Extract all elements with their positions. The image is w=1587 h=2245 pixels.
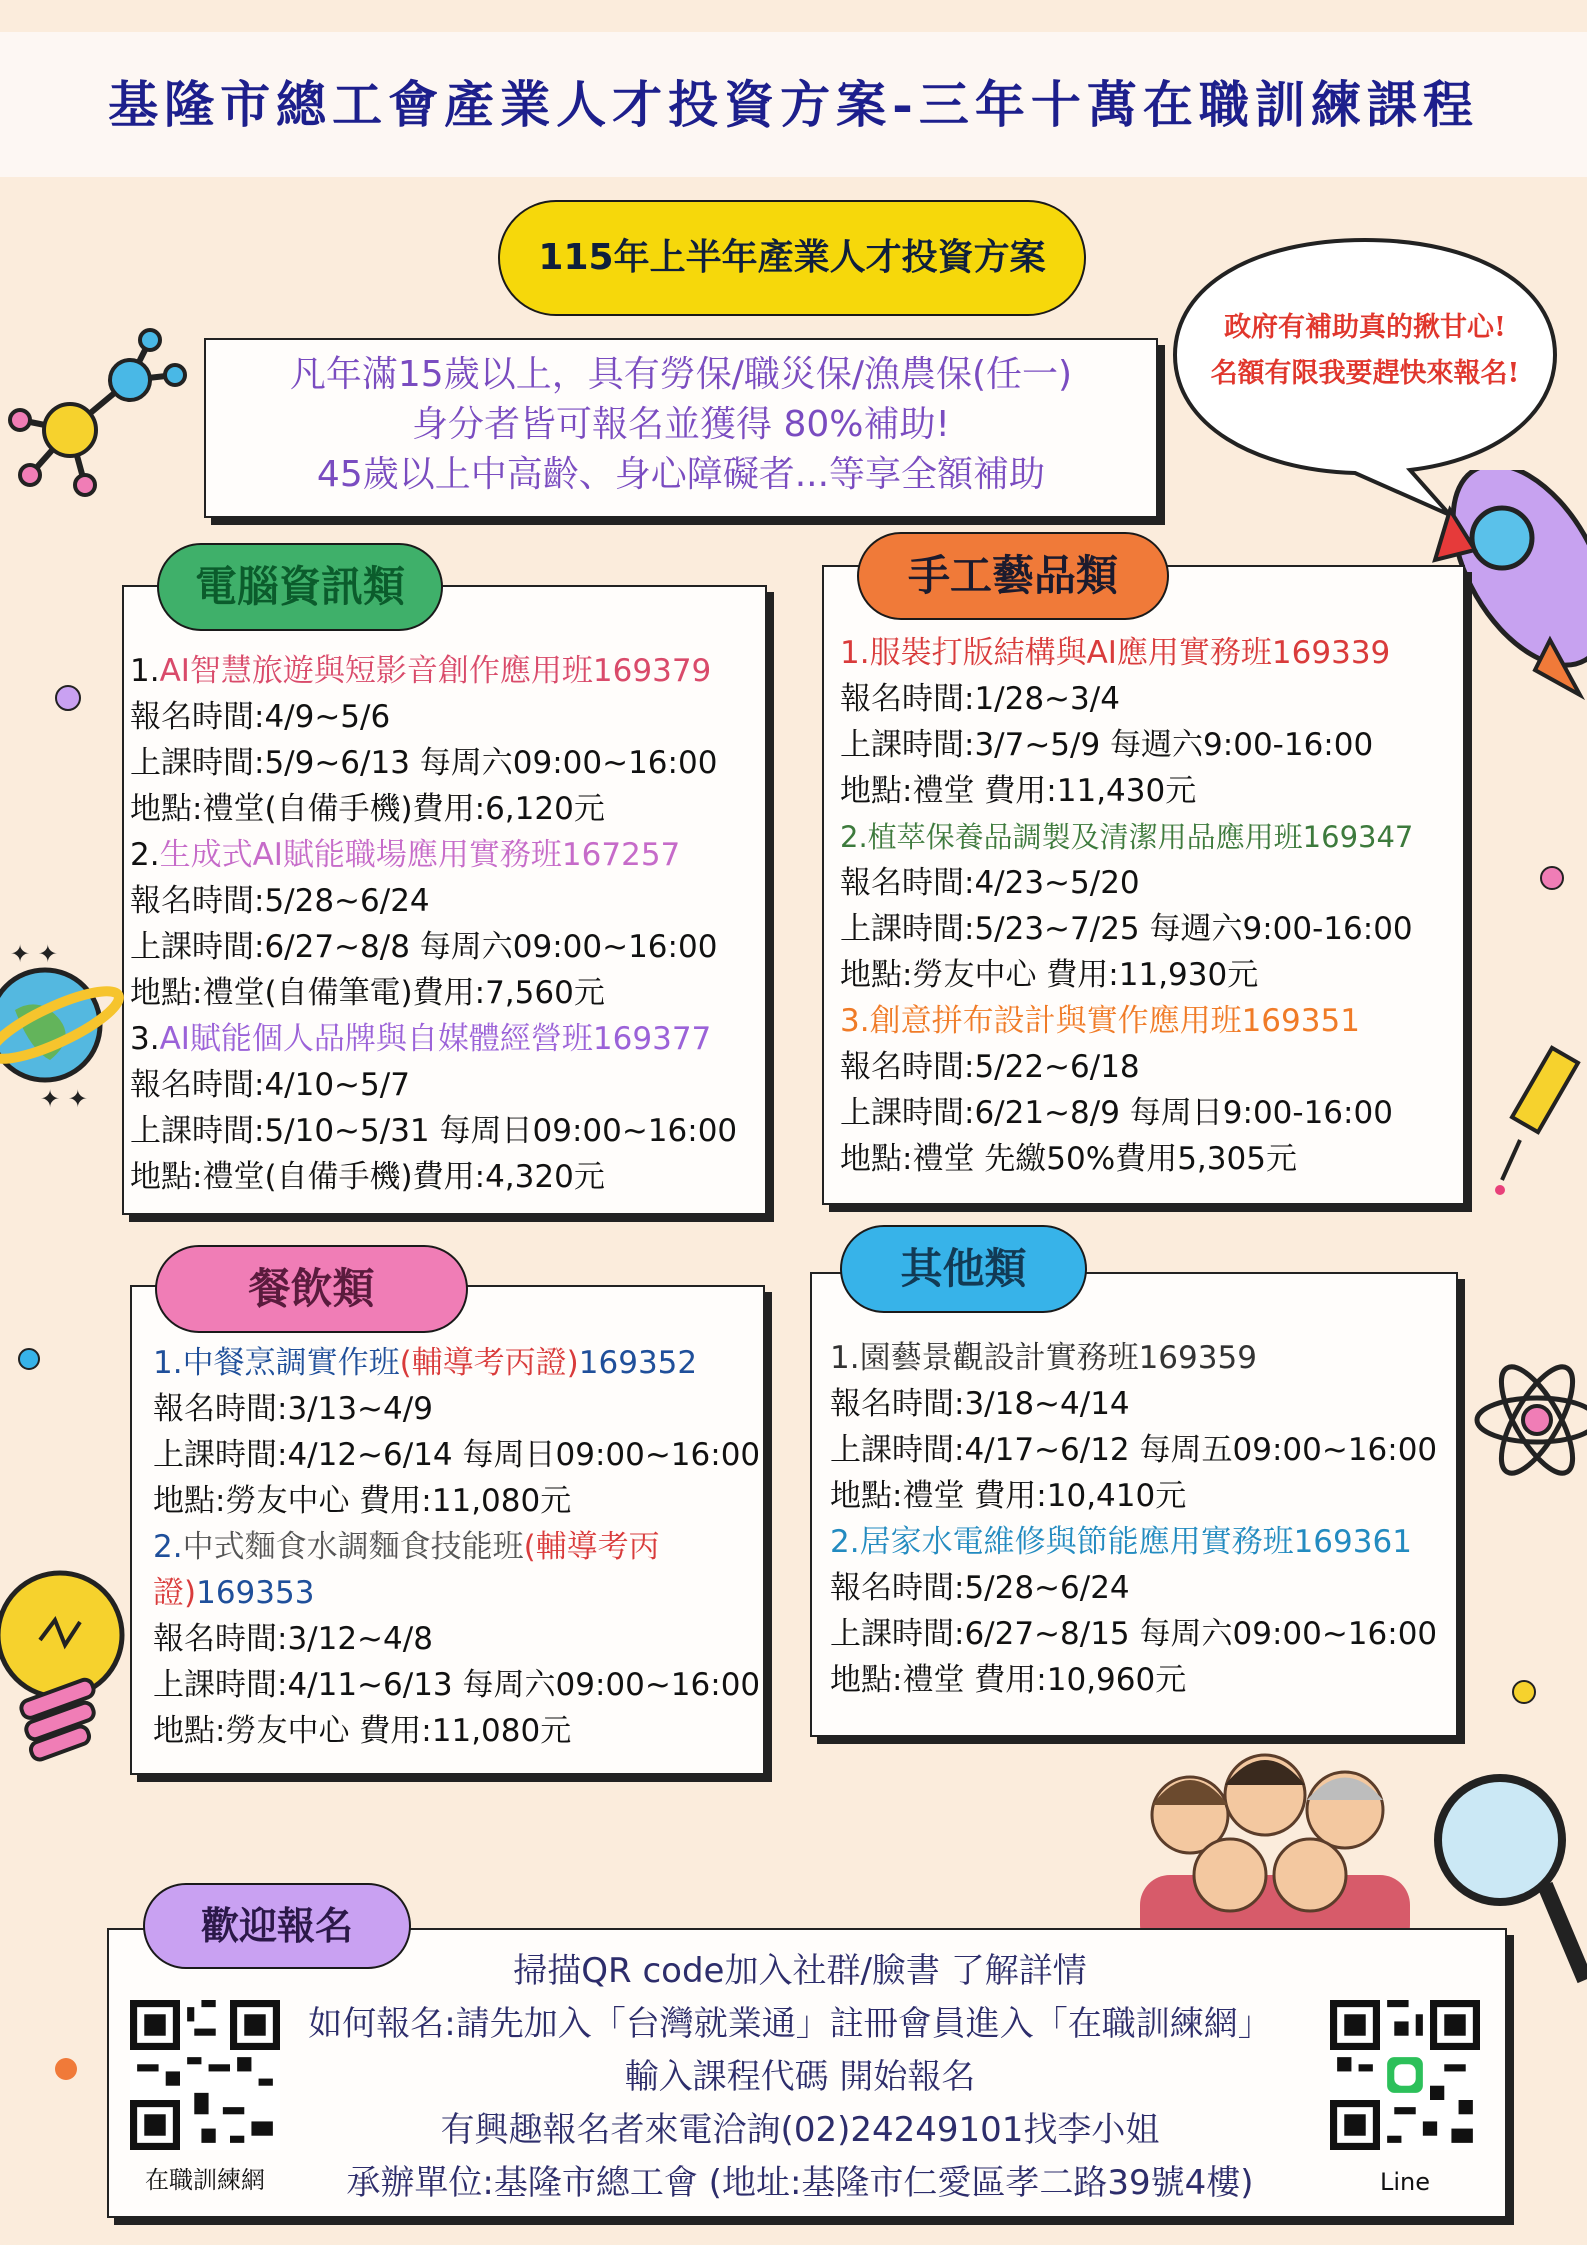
course-number: 1. bbox=[130, 653, 160, 689]
course-title: 2.植萃保養品調製及清潔用品應用班169347 bbox=[840, 820, 1414, 854]
registration-line: 承辦單位:基隆市總工會 (地址:基隆市仁愛區孝二路39號4樓) bbox=[346, 2163, 1254, 2203]
decor-dot bbox=[1512, 1680, 1536, 1704]
bubble-text bbox=[1175, 305, 1555, 397]
course-note: (輔導考丙 bbox=[523, 1529, 660, 1565]
course-class-time: 上課時間:4/17~6/12 每周五09:00~16:00 bbox=[830, 1432, 1438, 1468]
course-registration-period: 報名時間:4/10~5/7 bbox=[130, 1067, 410, 1103]
qr-right-caption: Line bbox=[1379, 2168, 1430, 2196]
course-location-fee: 地點:勞友中心 費用:11,930元 bbox=[840, 957, 1259, 993]
course-class-time: 上課時間:3/7~5/9 每週六9:00-16:00 bbox=[840, 727, 1374, 763]
course-class-time: 上課時間:5/9~6/13 每周六09:00~16:00 bbox=[130, 745, 718, 781]
intro-line: 身分者皆可報名並獲得 80%補助! bbox=[412, 404, 950, 445]
course-location-fee: 地點:禮堂 費用:10,410元 bbox=[830, 1478, 1187, 1514]
intro-line: 45歲以上中高齡、身心障礙者...等享全額補助 bbox=[316, 454, 1046, 495]
course-registration-period: 報名時間:3/18~4/14 bbox=[830, 1386, 1130, 1422]
course-location-fee: 地點:勞友中心 費用:11,080元 bbox=[153, 1713, 572, 1749]
computer-course-list bbox=[130, 648, 760, 1200]
course-class-time: 上課時間:6/27~8/8 每周六09:00~16:00 bbox=[130, 929, 718, 965]
registration-line: 有興趣報名者來電洽詢(02)24249101找李小姐 bbox=[440, 2110, 1160, 2150]
course-class-time: 上課時間:5/10~5/31 每周日09:00~16:00 bbox=[130, 1113, 738, 1149]
course-title: 1.園藝景觀設計實務班169359 bbox=[830, 1340, 1257, 1376]
course-location-fee: 地點:禮堂(自備筆電)費用:7,560元 bbox=[130, 975, 605, 1011]
course-location-fee: 地點:禮堂 費用:10,960元 bbox=[830, 1662, 1187, 1698]
atom-icon bbox=[1467, 1340, 1587, 1500]
registration-line: 如何報名:請先加入「台灣就業通」註冊會員進入「在職訓練網」 bbox=[308, 2004, 1272, 2044]
registration-text bbox=[270, 1945, 1330, 2210]
course-registration-period: 報名時間:3/12~4/8 bbox=[153, 1621, 433, 1657]
course-location-fee: 地點:禮堂(自備手機)費用:6,120元 bbox=[130, 791, 605, 827]
course-note: (輔導考丙證) bbox=[399, 1345, 579, 1381]
bubble-line: 政府有補助真的揪甘心! bbox=[1224, 312, 1506, 343]
qr-code[interactable] bbox=[1330, 2000, 1480, 2150]
bubble-line: 名額有限我要趕快來報名! bbox=[1210, 358, 1520, 389]
decor-dot bbox=[55, 685, 81, 711]
molecule-icon bbox=[0, 320, 190, 510]
category-computer-pill: 電腦資訊類 bbox=[157, 543, 443, 631]
course-number: 2. bbox=[153, 1529, 183, 1565]
intro-text bbox=[204, 350, 1158, 500]
course-name: 生成式AI賦能職場應用實務班167257 bbox=[159, 837, 681, 873]
intro-line: 凡年滿15歲以上，具有勞保/職災保/漁農保(任一) bbox=[289, 354, 1073, 395]
registration-line: 輸入課程代碼 開始報名 bbox=[624, 2057, 976, 2097]
course-note: 證) bbox=[153, 1575, 197, 1611]
course-title: 1.服裝打版結構與AI應用實務班169339 bbox=[840, 635, 1391, 671]
decor-dot bbox=[18, 1348, 40, 1370]
course-class-time: 上課時間:6/21~8/9 每周日9:00-16:00 bbox=[840, 1095, 1393, 1131]
qr-left-caption: 在職訓練網 bbox=[145, 2166, 265, 2194]
category-craft-pill: 手工藝品類 bbox=[857, 532, 1169, 620]
course-number: 3. bbox=[130, 1021, 160, 1057]
decor-dot bbox=[55, 2058, 77, 2080]
course-registration-period: 報名時間:5/28~6/24 bbox=[130, 883, 430, 919]
food-course-list bbox=[153, 1340, 763, 1754]
decor-dot bbox=[1540, 866, 1564, 890]
plan-title-pill: 115年上半年產業人才投資方案 bbox=[498, 200, 1086, 316]
registration-line: 掃描QR code加入社群/臉書 了解詳情 bbox=[513, 1951, 1087, 1991]
course-class-time: 上課時間:5/23~7/25 每週六9:00-16:00 bbox=[840, 911, 1413, 947]
page-title: 基隆市總工會產業人才投資方案-三年十萬在職訓練課程 bbox=[108, 75, 1479, 134]
course-title bbox=[153, 1524, 763, 1570]
syringe-icon bbox=[1490, 1020, 1587, 1200]
course-title bbox=[130, 832, 760, 878]
course-class-time: 上課時間:6/27~8/15 每周六09:00~16:00 bbox=[830, 1616, 1438, 1652]
course-name: 中式麵食水調麵食技能班 bbox=[182, 1529, 524, 1565]
course-registration-period: 報名時間:1/28~3/4 bbox=[840, 681, 1120, 717]
course-name: AI智慧旅遊與短影音創作應用班169379 bbox=[159, 653, 712, 689]
course-registration-period: 報名時間:5/22~6/18 bbox=[840, 1049, 1140, 1085]
qr-code[interactable] bbox=[130, 2000, 280, 2150]
course-title bbox=[153, 1340, 763, 1386]
course-code: 169353 bbox=[196, 1575, 315, 1611]
course-name: AI賦能個人品牌與自媒體經營班169377 bbox=[159, 1021, 712, 1057]
course-registration-period: 報名時間:5/28~6/24 bbox=[830, 1570, 1130, 1606]
course-registration-period: 報名時間:4/23~5/20 bbox=[840, 865, 1140, 901]
course-name: 1.中餐烹調實作班 bbox=[153, 1345, 400, 1381]
course-location-fee: 地點:禮堂(自備手機)費用:4,320元 bbox=[130, 1159, 605, 1195]
course-code: 169352 bbox=[578, 1345, 698, 1381]
course-location-fee: 地點:禮堂 先繳50%費用5,305元 bbox=[840, 1141, 1297, 1177]
course-title-cont bbox=[153, 1570, 763, 1616]
course-title bbox=[130, 648, 760, 694]
course-title: 3.創意拼布設計與實作應用班169351 bbox=[840, 1003, 1360, 1039]
course-class-time: 上課時間:4/11~6/13 每周六09:00~16:00 bbox=[153, 1667, 761, 1703]
welcome-pill: 歡迎報名 bbox=[143, 1883, 411, 1969]
category-other-pill: 其他類 bbox=[840, 1225, 1087, 1313]
course-location-fee: 地點:勞友中心 費用:11,080元 bbox=[153, 1483, 572, 1519]
craft-course-list bbox=[840, 630, 1460, 1182]
course-number: 2. bbox=[130, 837, 160, 873]
course-location-fee: 地點:禮堂 費用:11,430元 bbox=[840, 773, 1197, 809]
course-class-time: 上課時間:4/12~6/14 每周日09:00~16:00 bbox=[153, 1437, 761, 1473]
course-registration-period: 報名時間:3/13~4/9 bbox=[153, 1391, 433, 1427]
lightbulb-icon bbox=[0, 1560, 140, 1770]
people-illustration bbox=[1100, 1725, 1440, 1955]
other-course-list bbox=[830, 1335, 1450, 1703]
category-food-pill: 餐飲類 bbox=[155, 1245, 468, 1333]
course-registration-period: 報名時間:4/9~5/6 bbox=[130, 699, 391, 735]
course-title bbox=[130, 1016, 760, 1062]
sparkle-icon: ✦ ✦ bbox=[10, 940, 58, 968]
sparkle-icon: ✦ ✦ bbox=[40, 1085, 88, 1113]
course-title: 2.居家水電維修與節能應用實務班169361 bbox=[830, 1524, 1412, 1560]
